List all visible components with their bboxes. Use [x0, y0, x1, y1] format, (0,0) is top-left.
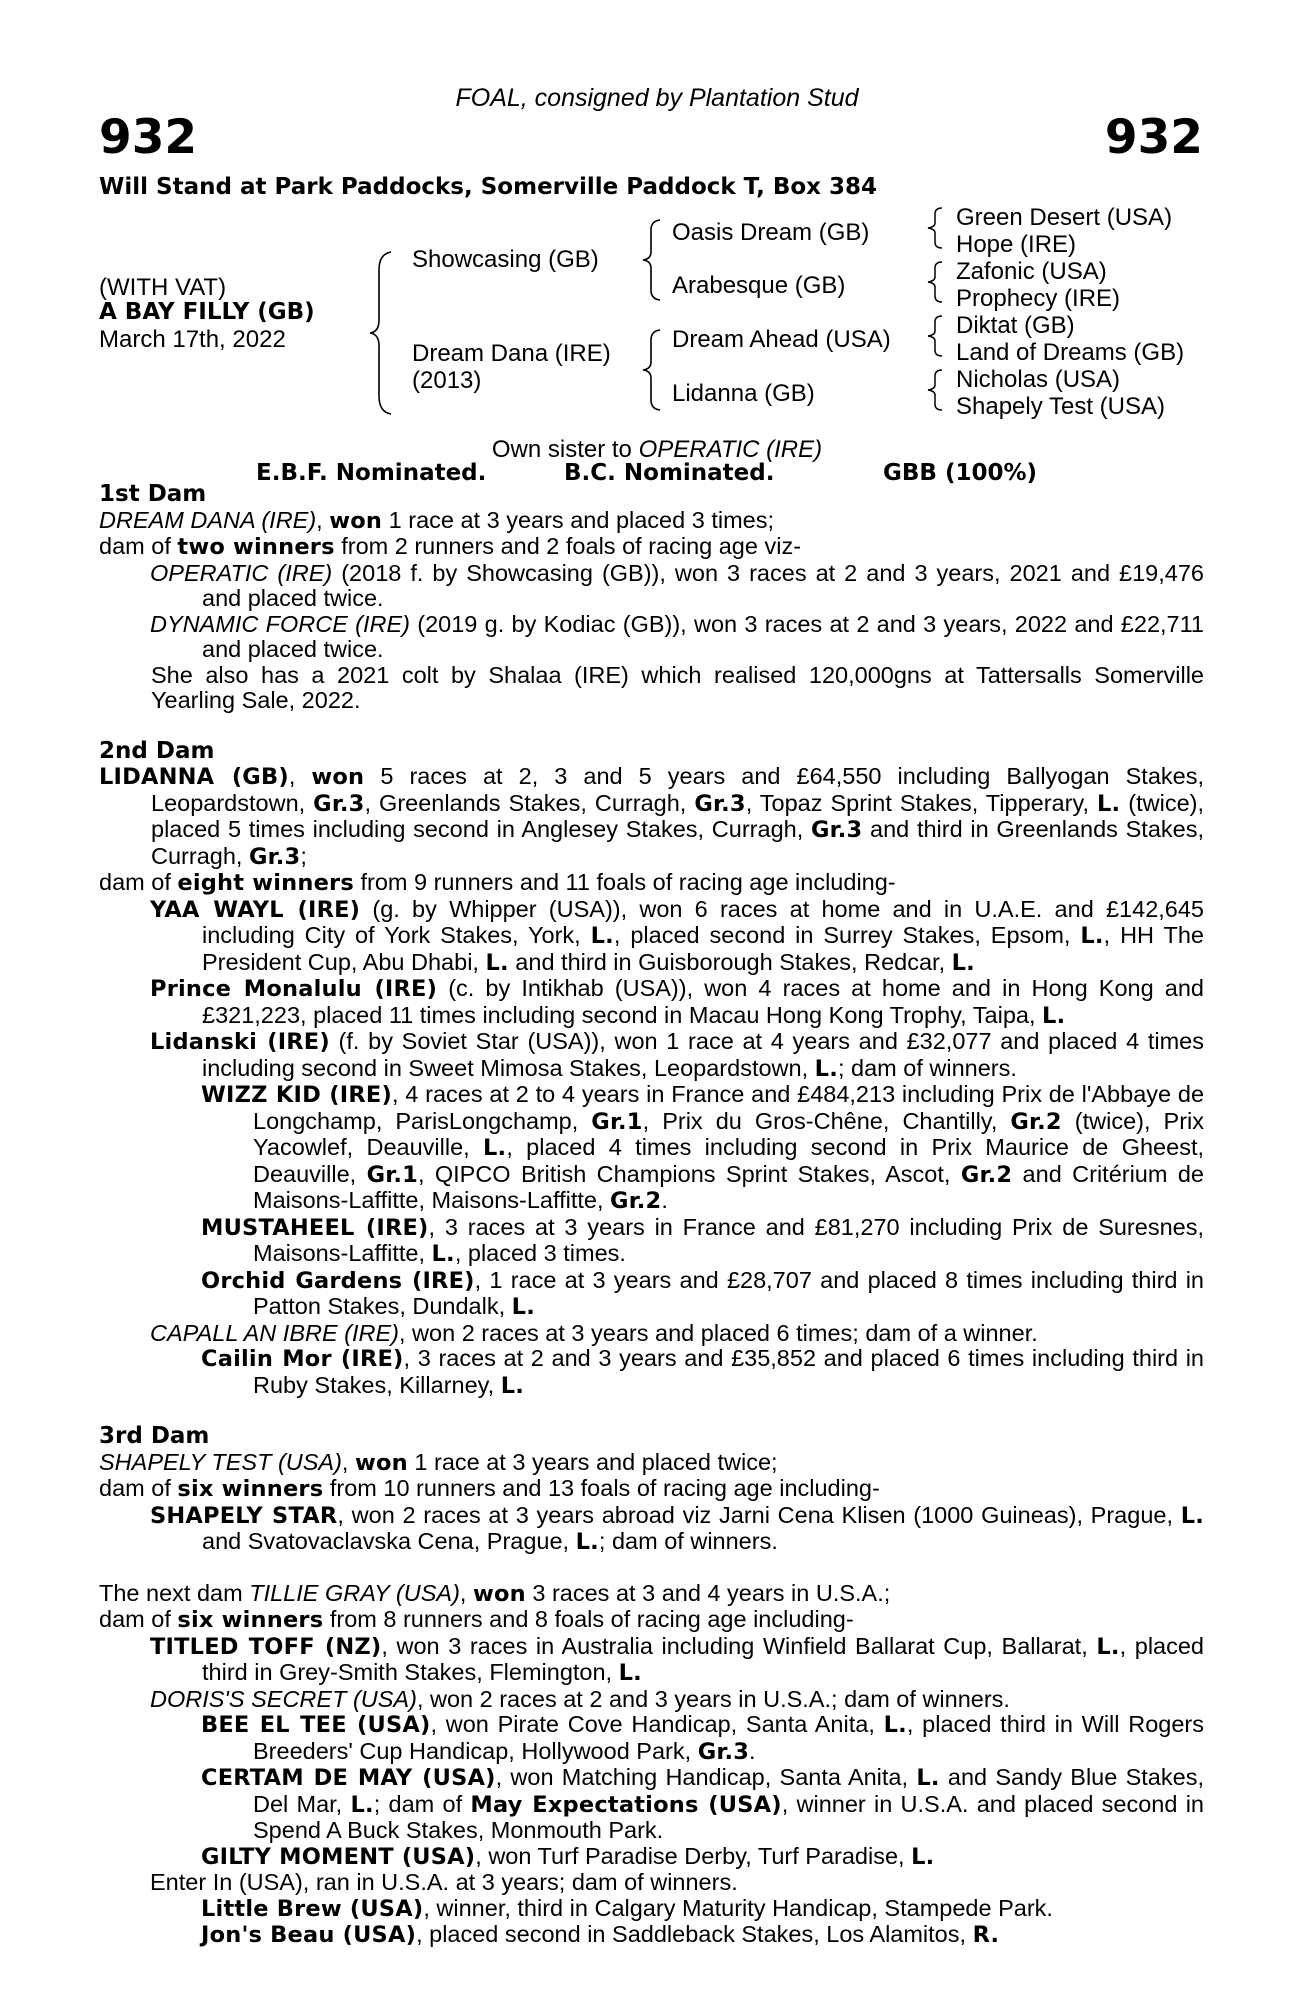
- produce-entry: Little Brew (USA), winner, third in Calgary Maturity Handicap, Stampede Park.: [201, 1894, 1053, 1922]
- produce-entry: MUSTAHEEL (IRE), 3 races at 3 years in France and £81,270 including Prix de Suresnes, Maisons-Laffitte, L., placed 3 times.: [201, 1213, 1204, 1267]
- vat-note: (WITH VAT): [99, 274, 227, 301]
- lot-number-right: 932: [1104, 110, 1203, 165]
- third-dam-produce-line: dam of six winners from 10 runners and 13 foals of racing age including-: [99, 1475, 880, 1502]
- produce-entry: DYNAMIC FORCE (IRE) (2019 g. by Kodiac (GB)), won 3 races at 2 and 3 years, 2022 and £22,711 and placed twice.: [150, 610, 1205, 662]
- produce-entry: Lidanski (IRE) (f. by Soviet Star (USA)), won 1 race at 4 years and £32,077 and placed 4 times including second in Sweet Mimosa Stakes, Leopardstown, L.; dam of winners.: [150, 1028, 1204, 1082]
- next-dam-produce-line: dam of six winners from 8 runners and 8 foals of racing age including-: [99, 1606, 854, 1633]
- pedigree-sire-sire: Oasis Dream (GB): [672, 219, 870, 246]
- second-dam-produce-line: dam of eight winners from 9 runners and 11 foals of racing age including-: [99, 869, 896, 896]
- pedigree-dam-sire: Dream Ahead (USA): [672, 326, 891, 353]
- pedigree-ssd: Hope (IRE): [956, 231, 1077, 258]
- heading-second-dam: 2nd Dam: [99, 737, 215, 764]
- produce-entry: YAA WAYL (IRE) (g. by Whipper (USA)), won 6 races at home and in U.A.E. and £142,645 including City of York Stakes, York, L., placed second in Surrey Stakes, Epsom, L., HH The President Cup, Abu Dhabi, L. and third in Guisborough Stakes, Redcar, L.: [150, 895, 1205, 976]
- produce-entry: BEE EL TEE (USA), won Pirate Cove Handicap, Santa Anita, L., placed third in Will Rogers Breeders' Cup Handicap, Hollywood Park, Gr.3.: [201, 1711, 1205, 1765]
- pedigree-sss: Green Desert (USA): [956, 204, 1173, 231]
- bc-nomination: B.C. Nominated.: [564, 460, 775, 486]
- pedigree-ddd: Shapely Test (USA): [956, 393, 1165, 420]
- pedigree-brace-sd: [925, 260, 947, 304]
- produce-entry: WIZZ KID (IRE), 4 races at 2 to 4 years in France and £484,213 including Prix de l'Abbaye de Longchamp, ParisLongchamp, Gr.1, Prix du Gros-Chêne, Chantilly, Gr.2 (twice), Prix Yacowlef, Deauville, L., placed 4 times including second in Prix Maurice de Gheest, Deauville, Gr.1, QIPCO British Champions Sprint Stakes, Ascot, Gr.2 and Critérium de Maisons-Laffitte, Maisons-Laffitte, Gr.2.: [201, 1081, 1205, 1214]
- lot-number-left: 932: [99, 110, 198, 165]
- pedigree-dam-year: (2013): [412, 367, 482, 394]
- third-dam-line: SHAPELY TEST (USA), won 1 race at 3 years and placed twice;: [99, 1448, 778, 1476]
- first-dam-also-note: She also has a 2021 colt by Shalaa (IRE) which realised 120,000gns at Tattersalls Somerville Yearling Sale, 2022.: [151, 661, 1204, 713]
- third-dam-progeny: [99, 1503, 1204, 1556]
- gbb-badge: GBB (100%): [883, 460, 1038, 486]
- pedigree-sire-dam: Arabesque (GB): [672, 272, 846, 299]
- second-dam-line: LIDANNA (GB), won 5 races at 2, 3 and 5 years and £64,550 including Ballyogan Stakes, Leopardstown, Gr.3, Greenlands Stakes, Curragh, Gr.3, Topaz Sprint Stakes, Tipperary, L. (twice), placed 5 times including second in Anglesey Stakes, Curragh, Gr.3 and third in Greenlands Stakes, Curragh, Gr.3;: [99, 763, 1204, 870]
- pedigree-brace-main: [367, 250, 397, 415]
- pedigree-dss: Diktat (GB): [956, 312, 1075, 339]
- pedigree-brace-sire: [640, 218, 666, 302]
- pedigree-brace-dd: [925, 368, 947, 412]
- produce-entry: TITLED TOFF (NZ), won 3 races in Australia including Winfield Ballarat Cup, Ballarat, L., placed third in Grey-Smith Stakes, Flemington, L.: [150, 1632, 1204, 1686]
- produce-entry: DORIS'S SECRET (USA), won 2 races at 2 and 3 years in U.S.A.; dam of winners.: [150, 1685, 1010, 1712]
- pedigree-brace-dam: [640, 328, 666, 412]
- second-dam-progeny: [99, 897, 1204, 1400]
- pedigree-dam-dam: Lidanna (GB): [672, 380, 815, 407]
- pedigree-dds: Nicholas (USA): [956, 366, 1121, 393]
- heading-first-dam: 1st Dam: [99, 481, 207, 507]
- pedigree-brace-ss: [925, 206, 947, 250]
- first-dam-produce-line: dam of two winners from 2 runners and 2 foals of racing age viz-: [99, 533, 802, 560]
- produce-entry: SHAPELY STAR, won 2 races at 3 years abroad viz Jarni Cena Klisen (1000 Guineas), Prague, L. and Svatovaclavska Cena, Prague, L.; dam of winners.: [150, 1501, 1204, 1555]
- produce-entry: Prince Monalulu (IRE) (c. by Intikhab (USA)), won 4 races at home and in Hong Kong and £321,223, placed 11 times including second in Macau Hong Kong Trophy, Taipa, L.: [150, 975, 1204, 1029]
- pedigree-sds: Zafonic (USA): [956, 258, 1107, 285]
- first-dam-line: DREAM DANA (IRE), won 1 race at 3 years and placed 3 times;: [99, 506, 774, 534]
- pedigree-dsd: Land of Dreams (GB): [956, 339, 1185, 366]
- own-sister-note: Own sister to OPERATIC (IRE): [491, 436, 823, 463]
- pedigree-sdd: Prophecy (IRE): [956, 285, 1121, 312]
- heading-third-dam: 3rd Dam: [99, 1423, 210, 1449]
- consignor-line: FOAL, consigned by Plantation Stud: [455, 84, 859, 112]
- produce-entry: Jon's Beau (USA), placed second in Saddleback Stakes, Los Alamitos, R.: [201, 1921, 1000, 1948]
- pedigree-brace-ds: [925, 314, 947, 358]
- produce-entry: CAPALL AN IBRE (IRE), won 2 races at 3 years and placed 6 times; dam of a winner.: [150, 1319, 1038, 1346]
- produce-entry: OPERATIC (IRE) (2018 f. by Showcasing (GB)), won 3 races at 2 and 3 years, 2021 and £19,476 and placed twice.: [150, 559, 1204, 611]
- stabling-line: Will Stand at Park Paddocks, Somerville Paddock T, Box 384: [99, 174, 878, 200]
- foaling-date: March 17th, 2022: [99, 326, 286, 353]
- produce-entry: Orchid Gardens (IRE), 1 race at 3 years and £28,707 and placed 8 times including third in Patton Stakes, Dundalk, L.: [201, 1266, 1204, 1320]
- dam-produce-record: [99, 482, 1204, 1949]
- produce-entry: GILTY MOMENT (USA), won Turf Paradise Derby, Turf Paradise, L.: [201, 1842, 935, 1870]
- ebf-nomination: E.B.F. Nominated.: [256, 460, 487, 486]
- next-dam-line: The next dam TILLIE GRAY (USA), won 3 races at 3 and 4 years in U.S.A.;: [99, 1579, 891, 1607]
- pedigree-dam: Dream Dana (IRE): [412, 340, 611, 367]
- next-dam-progeny: [99, 1634, 1204, 1949]
- pedigree-sire: Showcasing (GB): [412, 246, 599, 273]
- produce-entry: Cailin Mor (IRE), 3 races at 2 and 3 years and £35,852 and placed 6 times including third in Ruby Stakes, Killarney, L.: [201, 1345, 1204, 1399]
- produce-entry: Enter In (USA), ran in U.S.A. at 3 years; dam of winners.: [150, 1869, 738, 1895]
- horse-name: A BAY FILLY (GB): [99, 299, 315, 325]
- produce-entry: CERTAM DE MAY (USA), won Matching Handicap, Santa Anita, L. and Sandy Blue Stakes, Del Mar, L.; dam of May Expectations (USA), winner in U.S.A. and placed second in Spend A Buck Stakes, Monmouth Park.: [201, 1764, 1204, 1843]
